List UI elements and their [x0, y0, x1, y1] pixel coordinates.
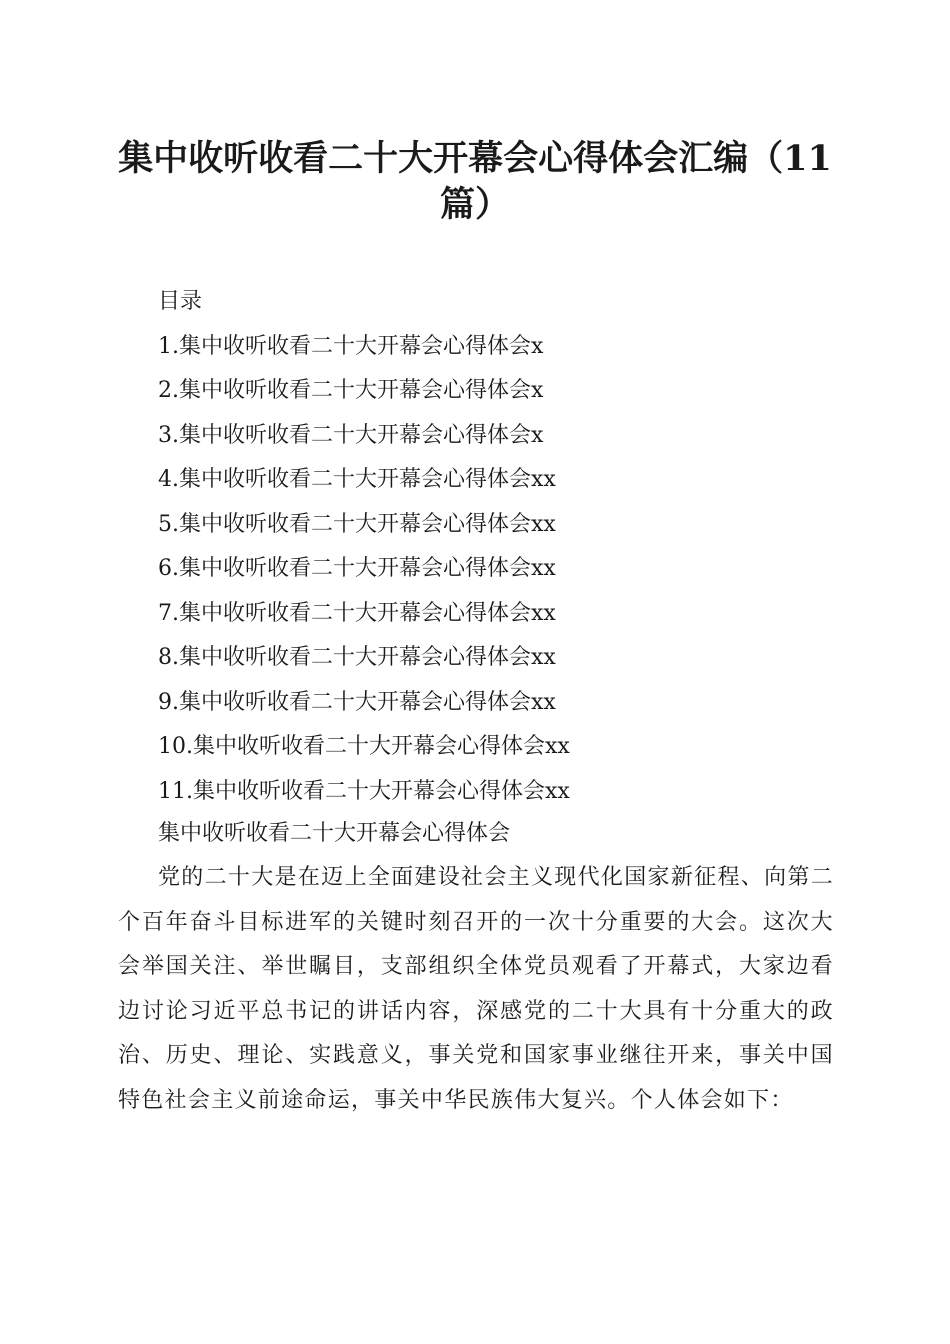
toc-item[interactable]: 5.集中收听收看二十大开幕会心得体会xx	[158, 511, 556, 537]
toc-item[interactable]: 11.集中收听收看二十大开幕会心得体会xx	[158, 778, 570, 804]
toc-list	[158, 325, 838, 815]
body-paragraph: 党的二十大是在迈上全面建设社会主义现代化国家新征程、向第二个百年奋斗目标进军的关键时刻召开的一次十分重要的大会。这次大会举国关注、举世瞩目，支部组织全体党员观看了开幕式，大家边看边讨论习近平总书记的讲话内容，深感党的二十大具有十分重大的政治、历史、理论、实践意义，事关党和国家事业继往开来，事关中国特色社会主义前途命运，事关中华民族伟大复兴。个人体会如下：	[118, 865, 834, 1113]
toc-item[interactable]: 3.集中收听收看二十大开幕会心得体会x	[158, 422, 544, 448]
document-title: 集中收听收看二十大开幕会心得体会汇编（11篇）	[118, 138, 832, 225]
toc-item[interactable]: 4.集中收听收看二十大开幕会心得体会xx	[158, 467, 556, 492]
toc-item[interactable]: 6.集中收听收看二十大开幕会心得体会xx	[158, 556, 556, 581]
table-of-contents	[158, 280, 838, 814]
toc-item[interactable]: 7.集中收听收看二十大开幕会心得体会xx	[158, 600, 556, 626]
toc-item[interactable]: 10.集中收听收看二十大开幕会心得体会xx	[158, 734, 570, 759]
toc-item[interactable]: 1.集中收听收看二十大开幕会心得体会x	[158, 333, 544, 359]
section-title: 集中收听收看二十大开幕会心得体会	[158, 821, 511, 846]
toc-heading: 目录	[158, 289, 203, 314]
toc-item[interactable]: 9.集中收听收看二十大开幕会心得体会xx	[158, 689, 556, 715]
toc-item[interactable]: 2.集中收听收看二十大开幕会心得体会x	[158, 378, 544, 403]
toc-item[interactable]: 8.集中收听收看二十大开幕会心得体会xx	[158, 645, 556, 670]
